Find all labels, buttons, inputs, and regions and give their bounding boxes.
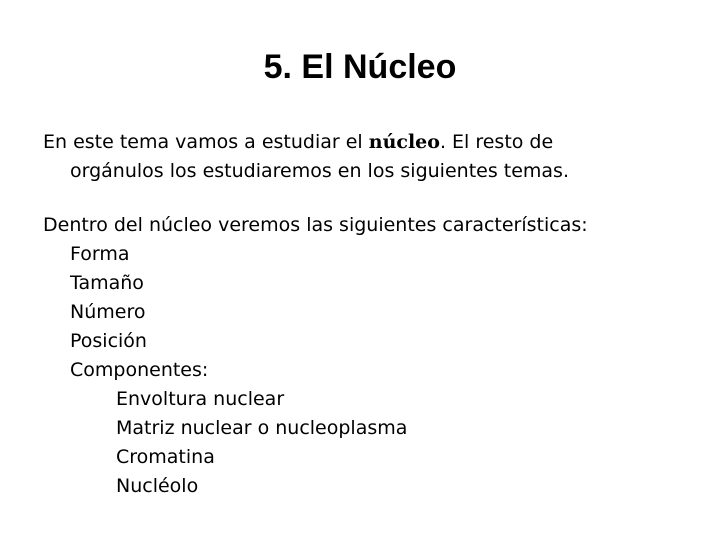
component-item-envoltura: Envoltura nuclear bbox=[116, 388, 285, 410]
feature-item-posicion: Posición bbox=[70, 330, 147, 352]
intro-paragraph bbox=[43, 128, 569, 186]
feature-item-tamano: Tamaño bbox=[70, 272, 144, 294]
component-item-nucleolo: Nucléolo bbox=[116, 475, 199, 497]
intro-keyword: núcleo bbox=[368, 131, 440, 153]
intro-line-1 bbox=[43, 128, 569, 157]
component-item-cromatina: Cromatina bbox=[116, 446, 215, 468]
slide-title: 5. El Núcleo bbox=[263, 48, 457, 86]
intro-line-2: orgánulos los estudiaremos en los siguientes temas. bbox=[70, 160, 570, 182]
feature-item-numero: Número bbox=[70, 301, 146, 323]
features-heading: Dentro del núcleo veremos las siguientes características: bbox=[43, 214, 588, 236]
intro-text-after: . El resto de bbox=[439, 131, 554, 153]
feature-item-componentes: Componentes: bbox=[70, 359, 209, 381]
intro-text-before: En este tema vamos a estudiar el bbox=[43, 131, 369, 153]
feature-item-forma: Forma bbox=[70, 243, 130, 265]
component-item-matriz: Matriz nuclear o nucleoplasma bbox=[116, 417, 408, 439]
features-paragraph bbox=[43, 211, 588, 501]
